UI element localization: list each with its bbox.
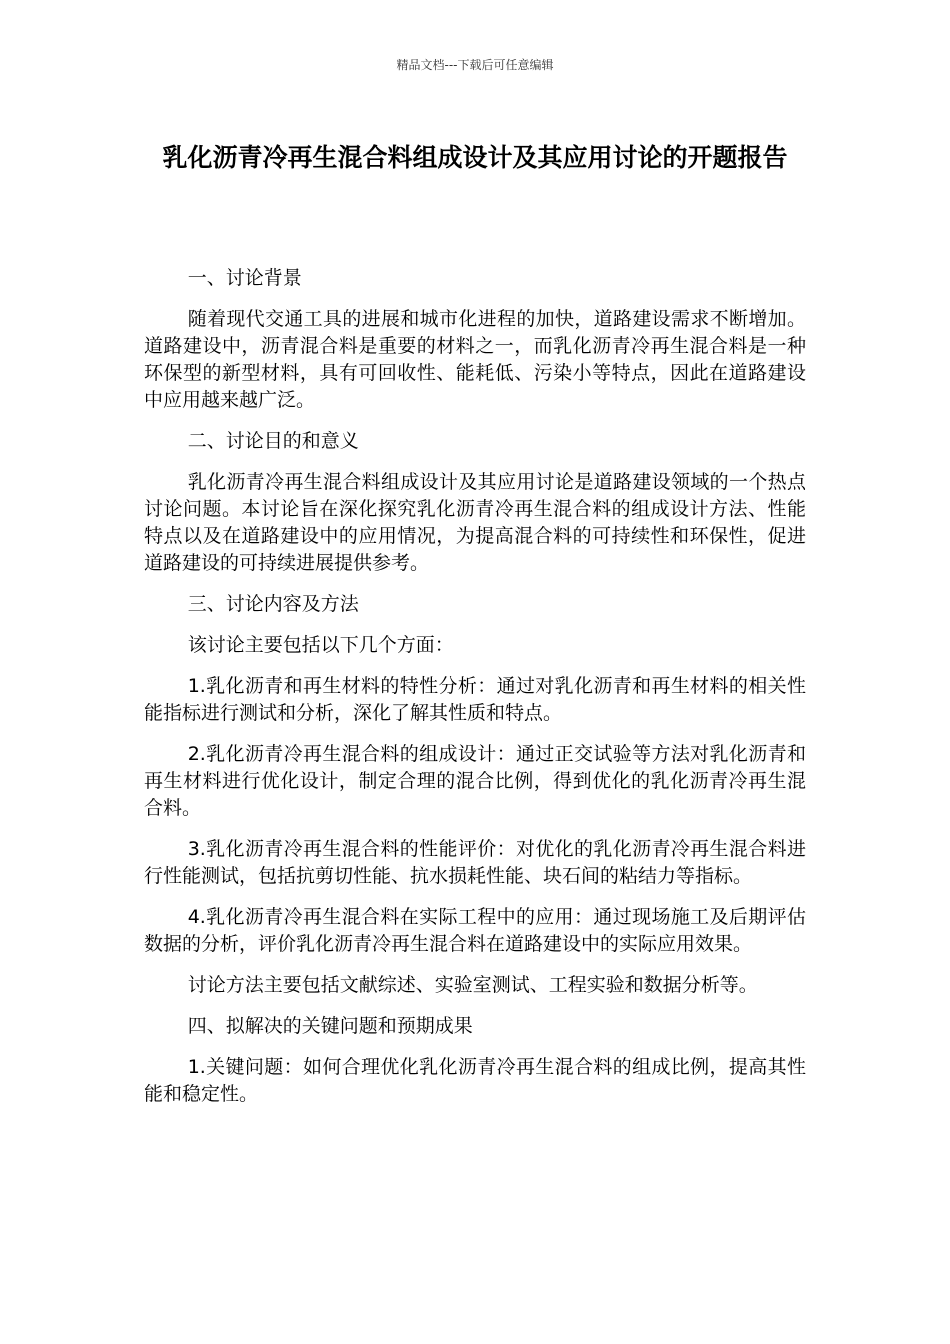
page-header: 精品文档---下载后可任意编辑 <box>396 58 554 72</box>
paragraph-purpose: 乳化沥青冷再生混合料组成设计及其应用讨论是道路建设领域的一个热点讨论问题。本讨论旨在深化探究乳化沥青冷再生混合料的组成设计方法、性能特点以及在道路建设中的应用情况，为提高混合料的可持续性和环保性，促进道路建设的可持续进展提供参考。 <box>144 471 806 574</box>
list-item-4: 4.乳化沥青冷再生混合料在实际工程中的应用：通过现场施工及后期评估数据的分析，评价乳化沥青冷再生混合料在道路建设中的实际应用效果。 <box>144 906 806 955</box>
section-heading-purpose: 二、讨论目的和意义 <box>187 430 359 452</box>
section-heading-content-methods: 三、讨论内容及方法 <box>187 593 359 615</box>
section-heading-background: 一、讨论背景 <box>187 267 302 289</box>
paragraph-key-issue-1: 1.关键问题：如何合理优化乳化沥青冷再生混合料的组成比例，提高其性能和稳定性。 <box>144 1056 806 1105</box>
paragraph-content-intro: 该讨论主要包括以下几个方面： <box>187 634 454 656</box>
list-item-1: 1.乳化沥青和再生材料的特性分析：通过对乳化沥青和再生材料的相关性能指标进行测试和分析，深化了解其性质和特点。 <box>144 675 806 724</box>
document-body <box>144 265 806 1122</box>
section-heading-key-issues: 四、拟解决的关键问题和预期成果 <box>187 1015 473 1037</box>
paragraph-background: 随着现代交通工具的进展和城市化进程的加快，道路建设需求不断增加。道路建设中，沥青混合料是重要的材料之一，而乳化沥青冷再生混合料是一种环保型的新型材料，具有可回收性、能耗低、污染小等特点，因此在道路建设中应用越来越广泛。 <box>144 308 806 411</box>
list-item-3: 3.乳化沥青冷再生混合料的性能评价：对优化的乳化沥青冷再生混合料进行性能测试，包括抗剪切性能、抗水损耗性能、块石间的粘结力等指标。 <box>144 838 806 887</box>
paragraph-methods: 讨论方法主要包括文献综述、实验室测试、工程实验和数据分析等。 <box>187 974 758 996</box>
list-item-2: 2.乳化沥青冷再生混合料的组成设计：通过正交试验等方法对乳化沥青和再生材料进行优化设计，制定合理的混合比例，得到优化的乳化沥青冷再生混合料。 <box>144 743 806 819</box>
document-title: 乳化沥青冷再生混合料组成设计及其应用讨论的开题报告 <box>162 143 788 172</box>
